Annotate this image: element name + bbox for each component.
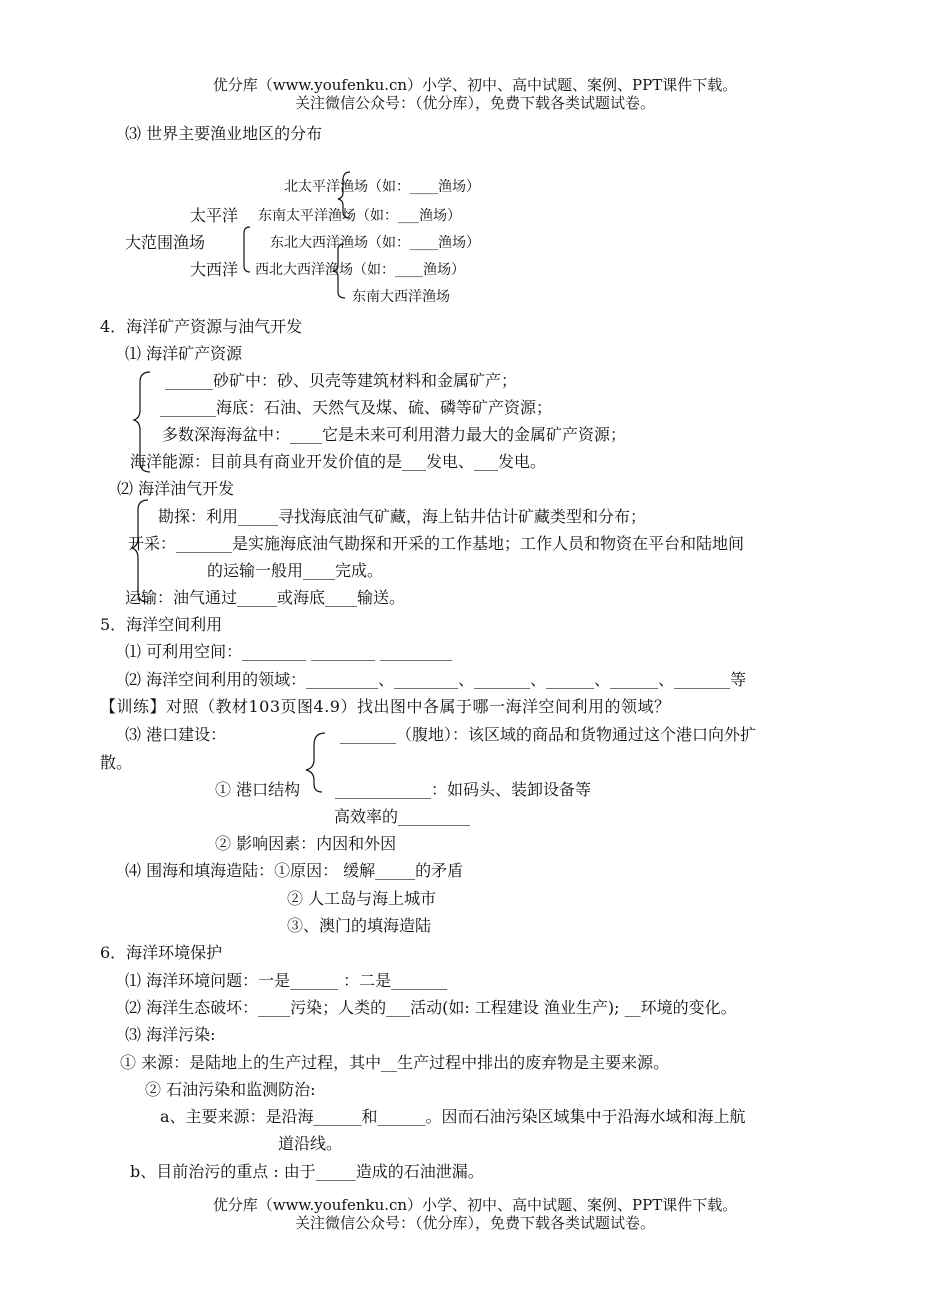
section4-sub2: ⑵ 海洋油气开发 — [117, 479, 235, 498]
header-line-2: 关注微信公众号：（优分库），免费下载各类试题试卷。 — [294, 94, 655, 112]
fishery-root-label: 大范围渔场 — [125, 233, 206, 252]
oil-pollution-source-cont: 道沿线。 — [278, 1134, 343, 1153]
footer-line-1: 优分库（www.youfenku.cn）小学、初中、高中试题、案例、PPT课件下载。 — [212, 1196, 738, 1214]
minerals-line-3: 多数深海海盆中：____它是未来可利用潜力最大的金属矿产资源； — [162, 425, 627, 444]
oil-pollution-heading: ② 石油污染和监测防治: — [145, 1080, 316, 1099]
fishery-pacific-label: 太平洋 — [190, 206, 239, 225]
oil-line-3: 的运输一般用____完成。 — [207, 561, 384, 580]
oil-line-1: 勘探：利用_____寻找海底油气矿藏，海上钻井估计矿藏类型和分布； — [158, 507, 647, 526]
port-line-3: 高效率的_________ — [334, 807, 471, 826]
section5-title: 5．海洋空间利用 — [100, 615, 223, 634]
fishery-item-southeast-pacific: 东南太平洋渔场（如：___渔场） — [258, 208, 461, 224]
treatment-focus: b、目前治污的重点 : 由于_____造成的石油泄漏。 — [130, 1162, 484, 1181]
reclaim-line-1: ⑷ 围海和填海造陆：①原因： 缓解_____的矛盾 — [125, 861, 464, 880]
port-line-2: ____________：如码头、装卸设备等 — [335, 780, 592, 799]
oil-pollution-source: a、主要来源：是沿海______和______。因而石油污染区域集中于沿海水域和海上航 — [160, 1107, 746, 1126]
space-available: ⑴ 可利用空间：________ ________ _________ — [125, 642, 453, 661]
minerals-line-2: _______海底：石油、天然气及煤、硫、磷等矿产资源； — [160, 398, 553, 417]
fishery-item-southeast-atlantic: 东南大西洋渔场 — [352, 289, 450, 305]
port-factor: ② 影响因素：内因和外因 — [215, 834, 397, 853]
fishery-atlantic-label: 大西洋 — [190, 260, 239, 279]
reclaim-line-2: ② 人工岛与海上城市 — [287, 889, 437, 908]
fishery-item-north-pacific: 北太平洋渔场（如：____渔场） — [284, 179, 480, 195]
oil-line-2: 开采：_______是实施海底油气勘探和开采的工作基地；工作人员和物资在平台和陆地间 — [128, 534, 745, 553]
header-line-1: 优分库（www.youfenku.cn）小学、初中、高中试题、案例、PPT课件下载。 — [212, 76, 738, 94]
eco-damage: ⑵ 海洋生态破坏：____污染；人类的___活动(如: 工程建设 渔业生产); __环境的变化。 — [125, 998, 737, 1017]
port-line-1: _______（腹地）：该区域的商品和货物通过这个港口向外扩 — [340, 725, 757, 744]
port-line-1b: 散。 — [100, 753, 133, 772]
section4-sub1: ⑴ 海洋矿产资源 — [125, 344, 243, 363]
reclaim-line-3: ③、澳门的填海造陆 — [287, 916, 432, 935]
section6-title: 6．海洋环境保护 — [100, 943, 223, 962]
training-line: 【训练】对照（教材103页图4.9）找出图中各属于哪一海洋空间利用的领域？ — [100, 697, 671, 716]
port-title: ⑶ 港口建设： — [125, 725, 227, 744]
pollution-source: ① 来源：是陆地上的生产过程，其中__生产过程中排出的废弃物是主要来源。 — [120, 1053, 670, 1072]
space-fields: ⑵ 海洋空间利用的领域：_________、________、_______、______、______、_______等 — [125, 670, 747, 689]
footer-line-2: 关注微信公众号：（优分库），免费下载各类试题试卷。 — [294, 1214, 655, 1232]
fishery-item-northwest-atlantic: 西北大西洋渔场（如：____渔场） — [255, 262, 465, 278]
pollution-heading: ⑶ 海洋污染: — [125, 1025, 216, 1044]
minerals-line-4: 海洋能源：目前具有商业开发价值的是___发电、___发电。 — [130, 452, 547, 471]
oil-line-4: 运输：油气通过_____或海底____输送。 — [125, 588, 406, 607]
port-structure-label: ① 港口结构 — [215, 780, 301, 799]
minerals-line-1: ______砂矿中：砂、贝壳等建筑材料和金属矿产； — [165, 371, 518, 390]
env-problems: ⑴ 海洋环境问题：一是______ ：二是_______ — [125, 971, 448, 990]
fishery-heading: ⑶ 世界主要渔业地区的分布 — [125, 124, 323, 143]
section4-title: 4．海洋矿产资源与油气开发 — [100, 317, 303, 336]
fishery-item-northeast-atlantic: 东北大西洋渔场（如：____渔场） — [270, 235, 480, 251]
